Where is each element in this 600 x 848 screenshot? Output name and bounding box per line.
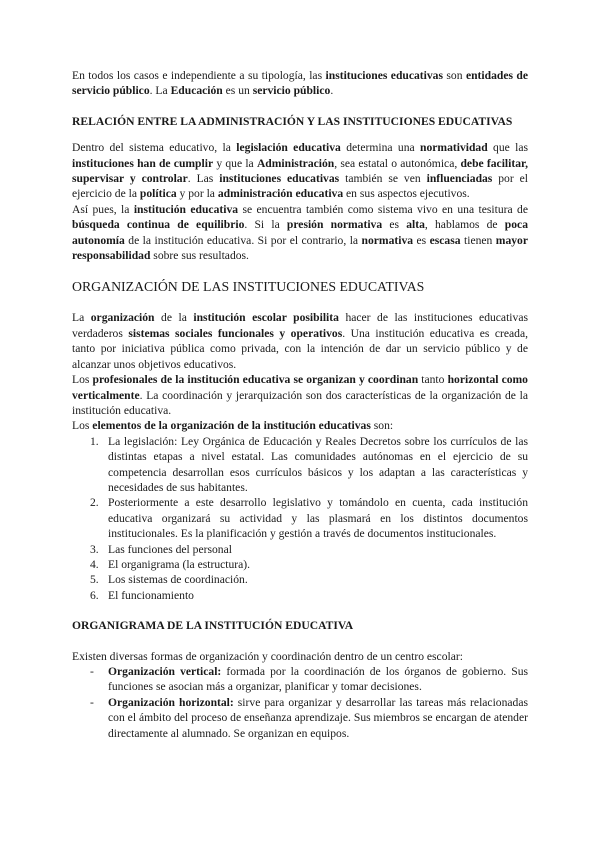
bold-text: escasa <box>429 233 461 247</box>
text: Los <box>72 373 93 387</box>
bold-text: instituciones educativas <box>325 69 443 82</box>
list-item-text: Los sistemas de coordinación. <box>108 573 248 587</box>
organizacion-paragraph-2 <box>72 372 528 418</box>
bold-text: institución educativa <box>133 202 239 216</box>
list-item-text: El funcionamiento <box>108 588 194 602</box>
text: . Si la <box>244 218 287 232</box>
list-number: 2. <box>90 496 99 510</box>
list-item <box>72 557 528 572</box>
text: que las <box>487 141 528 155</box>
list-item <box>72 495 528 541</box>
bold-text: Administración <box>256 156 335 170</box>
bold-text: organización <box>90 311 155 325</box>
section-heading-organigrama: ORGANIGRAMA DE LA INSTITUCIÓN EDUCATIVA <box>72 619 354 633</box>
section-heading-relacion: RELACIÓN ENTRE LA ADMINISTRACIÓN Y LAS INSTITUCIONES EDUCATIVAS <box>72 114 513 128</box>
bold-text: elementos de la organización de la institución educativas <box>92 419 371 433</box>
list-item-text: sirve para organizar y desarrollar las tareas más relacionadas con el ámbito del proceso de enseñanza aprendizaje. Sus miembros se encargan de atender directamente al alumnado. Se organizan en equipos. <box>108 695 528 740</box>
dash-bullet: - <box>90 695 94 709</box>
list-item <box>72 588 528 603</box>
list-item <box>72 542 528 557</box>
text: son: <box>370 419 394 433</box>
list-item <box>72 434 528 496</box>
intro-paragraph <box>72 68 528 99</box>
text: es un <box>222 84 253 98</box>
bold-text: búsqueda continua de equilibrio <box>72 218 245 232</box>
text: . <box>330 84 334 98</box>
text: Los <box>72 419 93 433</box>
text: , sea estatal o autonómica, <box>334 156 461 170</box>
list-item-text: formada por la coordinación de los órganos de gobierno. Sus funciones se asocian más a organizar, planificar y tomar decisiones. <box>108 665 529 694</box>
text: Dentro del sistema educativo, la <box>72 141 237 155</box>
text: . Las <box>187 172 220 186</box>
text: determina una <box>340 141 421 155</box>
text: . La coordinación y jerarquización son dos características de la organización de la institución educativa. <box>72 388 528 417</box>
text: de la institución educativa. Si por el contrario, la <box>124 233 362 247</box>
text: En todos los casos e independiente a su tipología, las <box>72 69 326 82</box>
bold-term: Organización horizontal: <box>108 695 234 709</box>
text: y por la <box>176 187 218 201</box>
bold-text: instituciones educativas <box>219 172 340 186</box>
list-item-text: El organigrama (la estructura). <box>108 557 251 571</box>
bold-text: entidades de servicio público <box>72 69 528 98</box>
bold-text: horizontal como verticalmente <box>72 373 528 402</box>
text: . La <box>149 84 171 98</box>
document-page <box>72 68 528 741</box>
text: de la <box>154 311 194 325</box>
relacion-paragraph-2 <box>72 202 528 264</box>
text: , hablamos de <box>424 218 505 232</box>
bold-text: poca autonomía <box>72 218 528 247</box>
list-number: 3. <box>90 542 99 556</box>
text: hacer de las instituciones educativas verdaderos <box>72 311 528 340</box>
text: en sus aspectos ejecutivos. <box>343 187 470 201</box>
text: tanto <box>418 373 448 387</box>
text: y que la <box>213 156 257 170</box>
list-number: 6. <box>90 588 99 602</box>
list-item <box>72 572 528 587</box>
bold-text: normativa <box>361 233 414 247</box>
text: . Una institución educativa es creada, tanto por iniciativa pública como privada, con la intención de dar un servicio público y de alcanzar unos objetivos educativos. <box>72 326 528 371</box>
list-number: 5. <box>90 573 99 587</box>
dash-bullet: - <box>90 665 94 678</box>
bold-text: Educación <box>170 84 223 98</box>
list-item <box>72 664 528 695</box>
bold-text: mayor responsabilidad <box>72 233 528 263</box>
organigrama-paragraph: Existen diversas formas de organización y coordinación dentro de un centro escolar: <box>72 649 463 663</box>
text: es <box>413 233 430 247</box>
bold-text: política <box>139 187 177 201</box>
bold-term: Organización vertical: <box>108 665 222 678</box>
text: sobre sus resultados. <box>150 249 249 263</box>
elements-list <box>72 434 528 603</box>
bold-text: normatividad <box>420 141 488 155</box>
organization-types-list <box>72 664 528 741</box>
bold-text: institución escolar posibilita <box>193 311 339 325</box>
list-item <box>72 695 528 741</box>
bold-text: profesionales de la institución educativa se organizan y coordinan <box>92 373 419 387</box>
organizacion-paragraph-3 <box>72 418 528 433</box>
bold-text: alta <box>406 218 425 232</box>
bold-text: debe facilitar, supervisar y controlar <box>72 156 528 186</box>
text: es <box>382 218 407 232</box>
bold-text: instituciones han de cumplir <box>72 156 214 170</box>
list-item-text: La legislación: Ley Orgánica de Educación y Reales Decretos sobre los currículos de las distintas etapas a nivel estatal. Las comunidades autónomas en el ejercicio de su competencia desarrollan esos currículos básicos y los adaptan a las características y necesidades de sus habitantes. <box>108 434 528 494</box>
list-item-text: Las funciones del personal <box>108 542 232 556</box>
list-number: 4. <box>90 557 99 571</box>
text: también se ven <box>339 172 427 186</box>
bold-text: administración educativa <box>217 187 344 201</box>
bold-text: servicio público <box>252 84 331 98</box>
text: son <box>442 69 466 82</box>
text: Así pues, la <box>72 202 134 216</box>
list-item-text: Posteriormente a este desarrollo legislativo y tomándolo en cuenta, cada institución educativa organizará su actividad y las plasmará en los distintos documentos institucionales. Es la planificación y gestión a través de documentos institucionales. <box>108 496 528 541</box>
bold-text: presión normativa <box>286 218 383 232</box>
section-heading-organizacion: ORGANIZACIÓN DE LAS INSTITUCIONES EDUCATIVAS <box>72 279 425 295</box>
text: La <box>72 311 91 325</box>
bold-text: sistemas sociales funcionales y operativos <box>128 326 343 340</box>
text: se encuentra también como sistema vivo en una tesitura de <box>238 202 528 216</box>
bold-text: legislación educativa <box>236 141 341 155</box>
relacion-paragraph-1 <box>72 140 528 202</box>
text: tienen <box>460 233 496 247</box>
bold-text: influenciadas <box>426 172 493 186</box>
text: por el ejercicio de la <box>72 172 528 201</box>
list-number: 1. <box>90 434 99 448</box>
organizacion-paragraph-1 <box>72 310 528 372</box>
